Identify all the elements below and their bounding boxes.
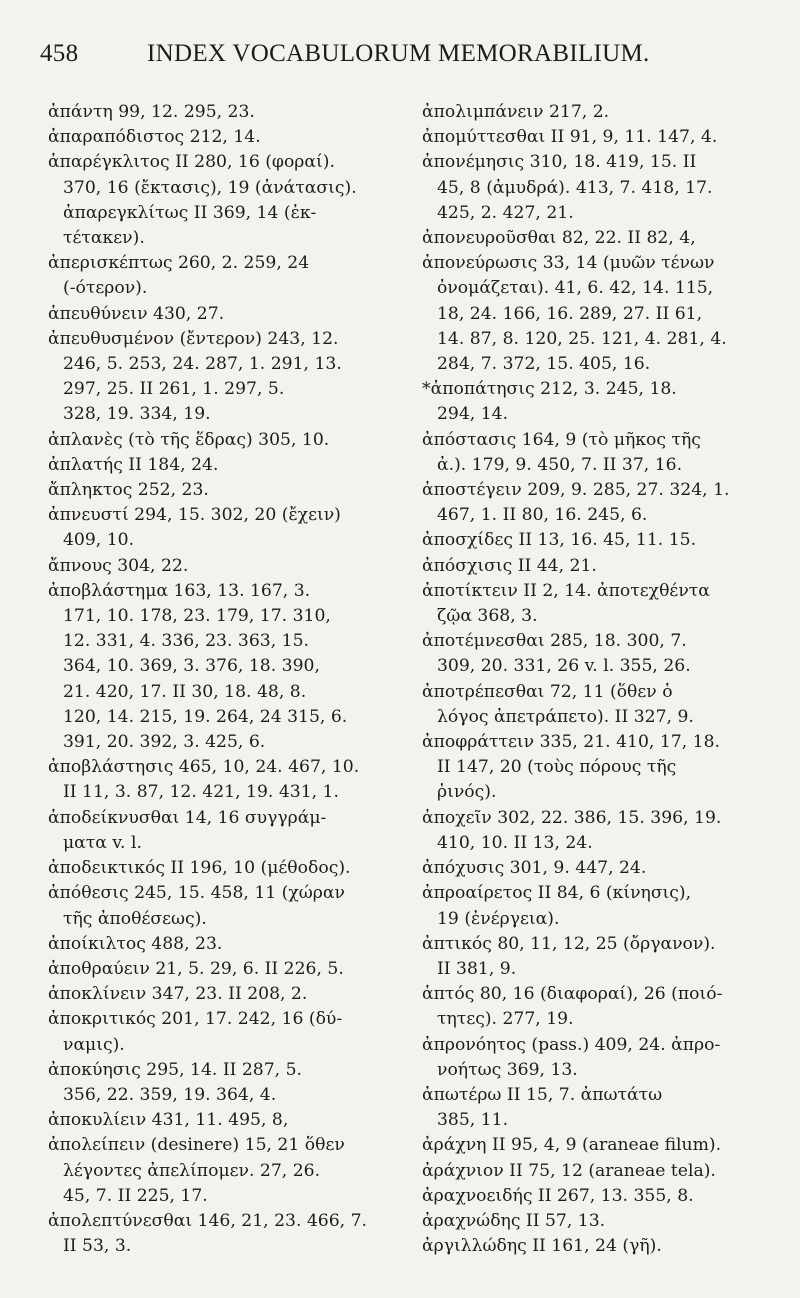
entry-headword-line: ἄπληκτος 252, 23. [48,480,209,501]
index-entry [422,932,792,982]
entry-headword-line: ἀπόστασις 164, 9 (τὸ μῆκος τῆς [422,429,701,450]
index-entry [422,629,792,679]
index-entry [48,579,398,755]
entry-continuation-line: 467, 1. II 80, 16. 245, 6. [437,505,648,526]
entry-headword-line: ἀποθραύειν 21, 5. 29, 6. II 226, 5. [48,958,344,979]
entry-continuation-line: 246, 5. 253, 24. 287, 1. 291, 13. [63,354,342,375]
index-entry [48,932,398,957]
entry-continuation-line: 297, 25. II 261, 1. 297, 5. [63,379,285,400]
entry-headword-line: ἀποκυλίειν 431, 11. 495, 8, [48,1110,289,1131]
index-entry [48,554,398,579]
entry-headword-line: ἀποβλάστησις 465, 10, 24. 467, 10. [48,757,360,778]
entry-headword-line: ἀπνευστί 294, 15. 302, 20 (ἔχειν) [48,505,341,526]
entry-headword-line: ἀπόσχισις II 44, 21. [422,555,597,576]
index-entry [422,125,792,150]
entry-continuation-line: ἀ.). 179, 9. 450, 7. II 37, 16. [437,454,683,475]
entry-headword-line: ἀπαραπόδιστος 212, 14. [48,127,261,148]
entry-continuation-line: 45, 7. II 225, 17. [63,1185,208,1206]
entry-continuation-line: ματα v. l. [63,832,142,853]
entry-headword-line: ἀπολιμπάνειν 217, 2. [422,102,610,122]
index-entry [48,428,398,453]
entry-continuation-line: λόγος ἀπετράπετο). II 327, 9. [437,706,694,727]
index-entry [48,125,398,150]
entry-headword-line: ἀράχνιον II 75, 12 (araneae tela). [422,1160,716,1181]
index-entry [422,478,792,528]
entry-headword-line: ἀπονεύρωσις 33, 14 (μυῶν τένων [422,253,715,274]
entry-headword-line: ἀπευθυσμένον (ἔντερον) 243, 12. [48,328,339,349]
entry-continuation-line: νοήτως 369, 13. [437,1059,578,1080]
entry-headword-line: ἀπόχυσις 301, 9. 447, 24. [422,858,647,879]
index-entry [48,1058,398,1108]
entry-headword-line: ἀπωτέρω II 15, 7. ἀπωτάτω [422,1084,663,1105]
entry-headword-line: ἀράχνη II 95, 4, 9 (araneae filum). [422,1135,722,1156]
index-entry [422,377,792,427]
left-column [48,100,398,1259]
index-entry [48,957,398,982]
entry-continuation-line: 120, 14. 215, 19. 264, 24 315, 6. [63,706,348,727]
index-entry [48,856,398,881]
right-column [422,100,792,1259]
entry-headword-line: ἀποβλάστημα 163, 13. 167, 3. [48,580,311,601]
index-entry [48,453,398,478]
index-entry [422,251,792,377]
entry-headword-line: ἀπαρέγκλιτος II 280, 16 (φοραί). [48,152,335,173]
entry-headword-line: ἀπομύττεσθαι II 91, 9, 11. 147, 4. [422,127,718,148]
index-entry [48,327,398,428]
index-entry [422,1083,792,1133]
entry-headword-line: ἀποχεῖν 302, 22. 386, 15. 396, 19. [422,807,722,828]
entry-continuation-line: ναμις). [63,1034,125,1055]
entry-continuation-line: 309, 20. 331, 26 v. l. 355, 26. [437,656,691,677]
entry-headword-line: ἀπλανὲς (τὸ τῆς ἕδρας) 305, 10. [48,429,330,450]
entry-headword-line: ἀποτίκτειν II 2, 14. ἀποτεχθέντα [422,580,710,601]
entry-headword-line: ἀπτικός 80, 11, 12, 25 (ὄργανον). [422,933,716,954]
entry-headword-line: ἀργιλλώδης II 161, 24 (γῆ). [422,1236,662,1257]
entry-headword-line: ἀποκύησις 295, 14. II 287, 5. [48,1059,303,1080]
entry-headword-line: ἀποτρέπεσθαι 72, 11 (ὅθεν ὁ [422,681,673,702]
index-entry [422,1133,792,1158]
index-entry [422,680,792,730]
index-entry [48,150,398,251]
entry-continuation-line: II 11, 3. 87, 12. 421, 19. 431, 1. [63,782,339,803]
entry-headword-line: ἀπονευροῦσθαι 82, 22. II 82, 4, [422,228,696,249]
index-entry [48,302,398,327]
running-title: INDEX VOCABULORUM MEMORABILIUM. [147,40,650,67]
entry-continuation-line: ὀνομάζεται). 41, 6. 42, 14. 115, [437,278,714,299]
index-entry [422,806,792,856]
index-entry [422,579,792,629]
index-entry [422,528,792,553]
entry-headword-line: ἀποκριτικός 201, 17. 242, 16 (δύ- [48,1009,343,1030]
entry-continuation-line: τητες). 277, 19. [437,1009,574,1030]
entry-headword-line: ἀποσχίδες II 13, 16. 45, 11. 15. [422,530,697,551]
entry-continuation-line: 385, 11. [437,1110,509,1131]
entry-headword-line: ἁπτός 80, 16 (διαφοραί), 26 (ποιό- [422,984,723,1005]
entry-continuation-line: 356, 22. 359, 19. 364, 4. [63,1084,277,1105]
index-entry [422,428,792,478]
entry-headword-line: ἀραχνοειδής II 267, 13. 355, 8. [422,1185,694,1206]
page-header [40,40,760,80]
entry-continuation-line: ζῷα 368, 3. [437,606,538,627]
entry-continuation-line: 12. 331, 4. 336, 23. 363, 15. [63,631,309,652]
index-entry [422,982,792,1032]
entry-headword-line: ἀπρονόητος (pass.) 409, 24. ἀπρο- [422,1034,721,1055]
entry-continuation-line: τῆς ἀποθέσεως). [63,908,207,929]
entry-continuation-line: 391, 20. 392, 3. 425, 6. [63,732,266,753]
entry-headword-line: ἀπόθεσις 245, 15. 458, 11 (χώραν [48,883,345,904]
index-entry [48,100,398,125]
entry-headword-line: ἀπερισκέπτως 260, 2. 259, 24 [48,253,310,274]
entry-continuation-line: 18, 24. 166, 16. 289, 27. II 61, [437,303,703,324]
entry-headword-line: ἀποδείκνυσθαι 14, 16 συγγράμ- [48,807,327,828]
entry-headword-line: ἀποίκιλτος 488, 23. [48,933,223,954]
index-entry [48,1133,398,1209]
index-entry [48,982,398,1007]
index-entry [48,478,398,503]
entry-headword-line: ἀποδεικτικός II 196, 10 (μέθοδος). [48,858,351,879]
entry-continuation-line: 171, 10. 178, 23. 179, 17. 310, [63,606,331,627]
index-entry [48,806,398,856]
entry-continuation-line: 14. 87, 8. 120, 25. 121, 4. 281, 4. [437,328,727,349]
index-entry [48,755,398,805]
entry-headword-line: ἄπνους 304, 22. [48,555,189,576]
entry-headword-line: ἀπροαίρετος II 84, 6 (κίνησις), [422,883,692,904]
index-entry [48,503,398,553]
entry-headword-line: ἀπονέμησις 310, 18. 419, 15. II [422,152,697,173]
index-entry [422,100,792,125]
entry-continuation-line: 409, 10. [63,530,135,551]
index-entry [422,1184,792,1209]
index-entry [422,554,792,579]
entry-continuation-line: 19 (ἐνέργεια). [437,908,560,929]
entry-continuation-line: 328, 19. 334, 19. [63,404,211,425]
entry-continuation-line: ἀπαρεγκλίτως II 369, 14 (ἐκ- [63,202,317,223]
entry-continuation-line: 410, 10. II 13, 24. [437,832,593,853]
entry-continuation-line: (-ότερον). [63,278,148,299]
entry-continuation-line: 21. 420, 17. II 30, 18. 48, 8. [63,681,307,702]
entry-headword-line: ἀποφράττειν 335, 21. 410, 17, 18. [422,732,720,753]
index-entry [422,856,792,881]
index-entry [422,1234,792,1259]
entry-headword-line: ἀπολείπειν (desinere) 15, 21 ὅθεν [48,1135,345,1156]
entry-continuation-line: λέγοντες ἀπελίπομεν. 27, 26. [63,1160,321,1181]
entry-headword-line: ἀποτέμνεσθαι 285, 18. 300, 7. [422,631,687,652]
index-entry [48,251,398,301]
entry-headword-line: ἀπευθύνειν 430, 27. [48,303,225,324]
index-entry [422,881,792,931]
entry-continuation-line: 425, 2. 427, 21. [437,202,574,223]
entry-continuation-line: II 53, 3. [63,1236,132,1257]
index-entry [422,1159,792,1184]
entry-continuation-line: ῥινός). [437,782,497,803]
index-entry [422,226,792,251]
entry-continuation-line: 294, 14. [437,404,509,425]
entry-continuation-line: 284, 7. 372, 15. 405, 16. [437,354,651,375]
entry-headword-line: ἀποκλίνειν 347, 23. II 208, 2. [48,984,308,1005]
page-number: 458 [40,40,79,67]
entry-continuation-line: τέτακεν). [63,228,145,249]
index-entry [48,1108,398,1133]
entry-headword-line: ἀπλατής II 184, 24. [48,454,219,475]
index-entry [422,1209,792,1234]
index-entry [422,730,792,806]
entry-headword-line: ἀπολεπτύνεσθαι 146, 21, 23. 466, 7. [48,1210,368,1231]
index-entry [48,1209,398,1259]
entry-headword-line: ἀποστέγειν 209, 9. 285, 27. 324, 1. [422,480,730,501]
entry-headword-line: ἀραχνώδης II 57, 13. [422,1210,606,1231]
index-entry [422,1033,792,1083]
entry-continuation-line: II 381, 9. [437,958,517,979]
index-entry [48,881,398,931]
entry-continuation-line: 45, 8 (ἀμυδρά). 413, 7. 418, 17. [437,177,713,198]
entry-continuation-line: 364, 10. 369, 3. 376, 18. 390, [63,656,320,677]
entry-continuation-line: II 147, 20 (τοὺς πόρους τῆς [437,757,677,778]
entry-headword-line: ἀπάντη 99, 12. 295, 23. [48,102,255,122]
entry-headword-line: *ἀποπάτησις 212, 3. 245, 18. [422,379,677,400]
index-entry [48,1007,398,1057]
index-entry [422,150,792,226]
entry-continuation-line: 370, 16 (ἔκτασις), 19 (ἀνάτασις). [63,177,357,198]
